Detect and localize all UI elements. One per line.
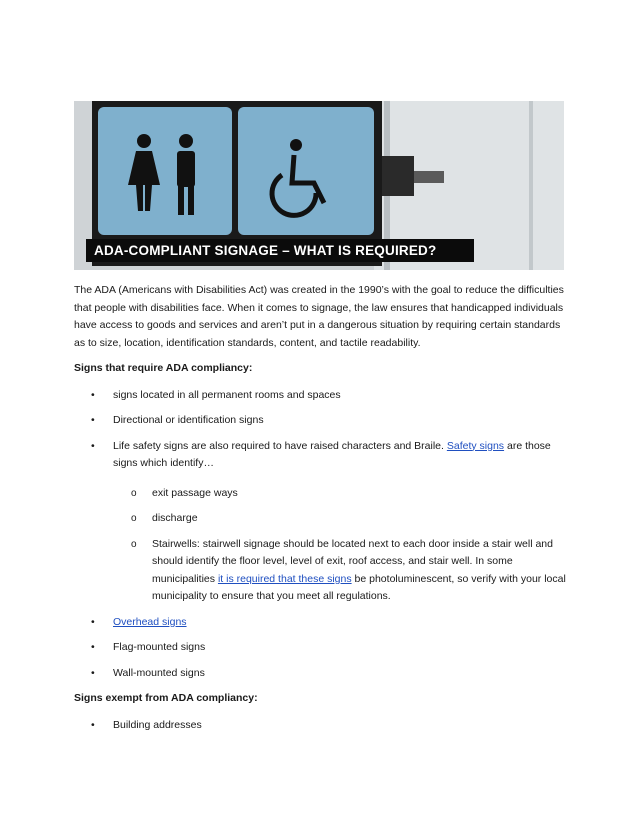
list-item-text: Directional or identification signs [113, 414, 264, 426]
list-item-text: Stairwells: stairwell signage should be located next to each door inside a stair well and should identify the floor level, level of exit, roof access, and stair well. In some municipalities [152, 537, 553, 585]
sub-bullet: o [131, 487, 137, 499]
sub-list [113, 485, 566, 606]
sub-bullet: o [131, 538, 137, 550]
list-item-text: signs located in all permanent rooms and spaces [113, 388, 341, 401]
list-item-text: discharge [152, 512, 198, 524]
list-item [74, 387, 566, 405]
section-heading-exempt: Signs exempt from ADA compliancy: [74, 692, 258, 704]
hero-image [74, 101, 564, 270]
section-heading-require: Signs that require ADA compliancy: [74, 362, 253, 374]
list-item-text: are those signs which identify… [113, 439, 551, 469]
list-item-text: Flag-mounted signs [113, 641, 206, 653]
photoluminescent-link[interactable]: it is required that these signs [217, 572, 352, 585]
require-list [74, 387, 566, 683]
list-item [74, 717, 566, 735]
sub-list-item [113, 485, 566, 503]
hero-banner-title: ADA-COMPLIANT SIGNAGE – WHAT IS REQUIRED? [86, 239, 474, 262]
sub-list-item [113, 536, 566, 606]
bullet: • [91, 388, 95, 401]
list-item-text: exit passage ways [152, 486, 238, 499]
bullet: • [91, 666, 95, 679]
article-body [74, 282, 566, 742]
list-item-text: Building addresses [113, 718, 202, 731]
bullet: • [91, 641, 95, 653]
bullet: • [91, 414, 95, 426]
list-item [74, 412, 566, 430]
intro-paragraph: The ADA (Americans with Disabilities Act) was created in the 1990’s with the goal to reduce the difficulties that people with disabilities face. When it comes to signage, the law ensures that handicapped individuals have access to goods and services and aren’t put in a dangerous situation by requiring certain standards as to size, location, identification standards, content, and tactile readability. [74, 284, 564, 349]
list-item-text: Wall-mounted signs [113, 666, 205, 679]
overhead-signs-link[interactable]: Overhead signs [113, 615, 187, 628]
bullet: • [91, 615, 95, 628]
exempt-list [74, 717, 566, 735]
list-item [74, 614, 566, 632]
list-item-text: be photoluminescent, so verify with your local municipality to ensure that you meet all regulations. [152, 572, 566, 602]
bullet: • [91, 718, 95, 731]
list-item [74, 438, 566, 606]
sub-bullet: o [131, 513, 137, 524]
list-item [74, 665, 566, 683]
sub-list-item [113, 510, 566, 528]
safety-signs-link[interactable]: Safety signs [446, 439, 505, 452]
list-item-text: Life safety signs are also required to have raised characters and Braile. [113, 439, 444, 452]
bullet: • [91, 439, 95, 452]
list-item [74, 639, 566, 657]
